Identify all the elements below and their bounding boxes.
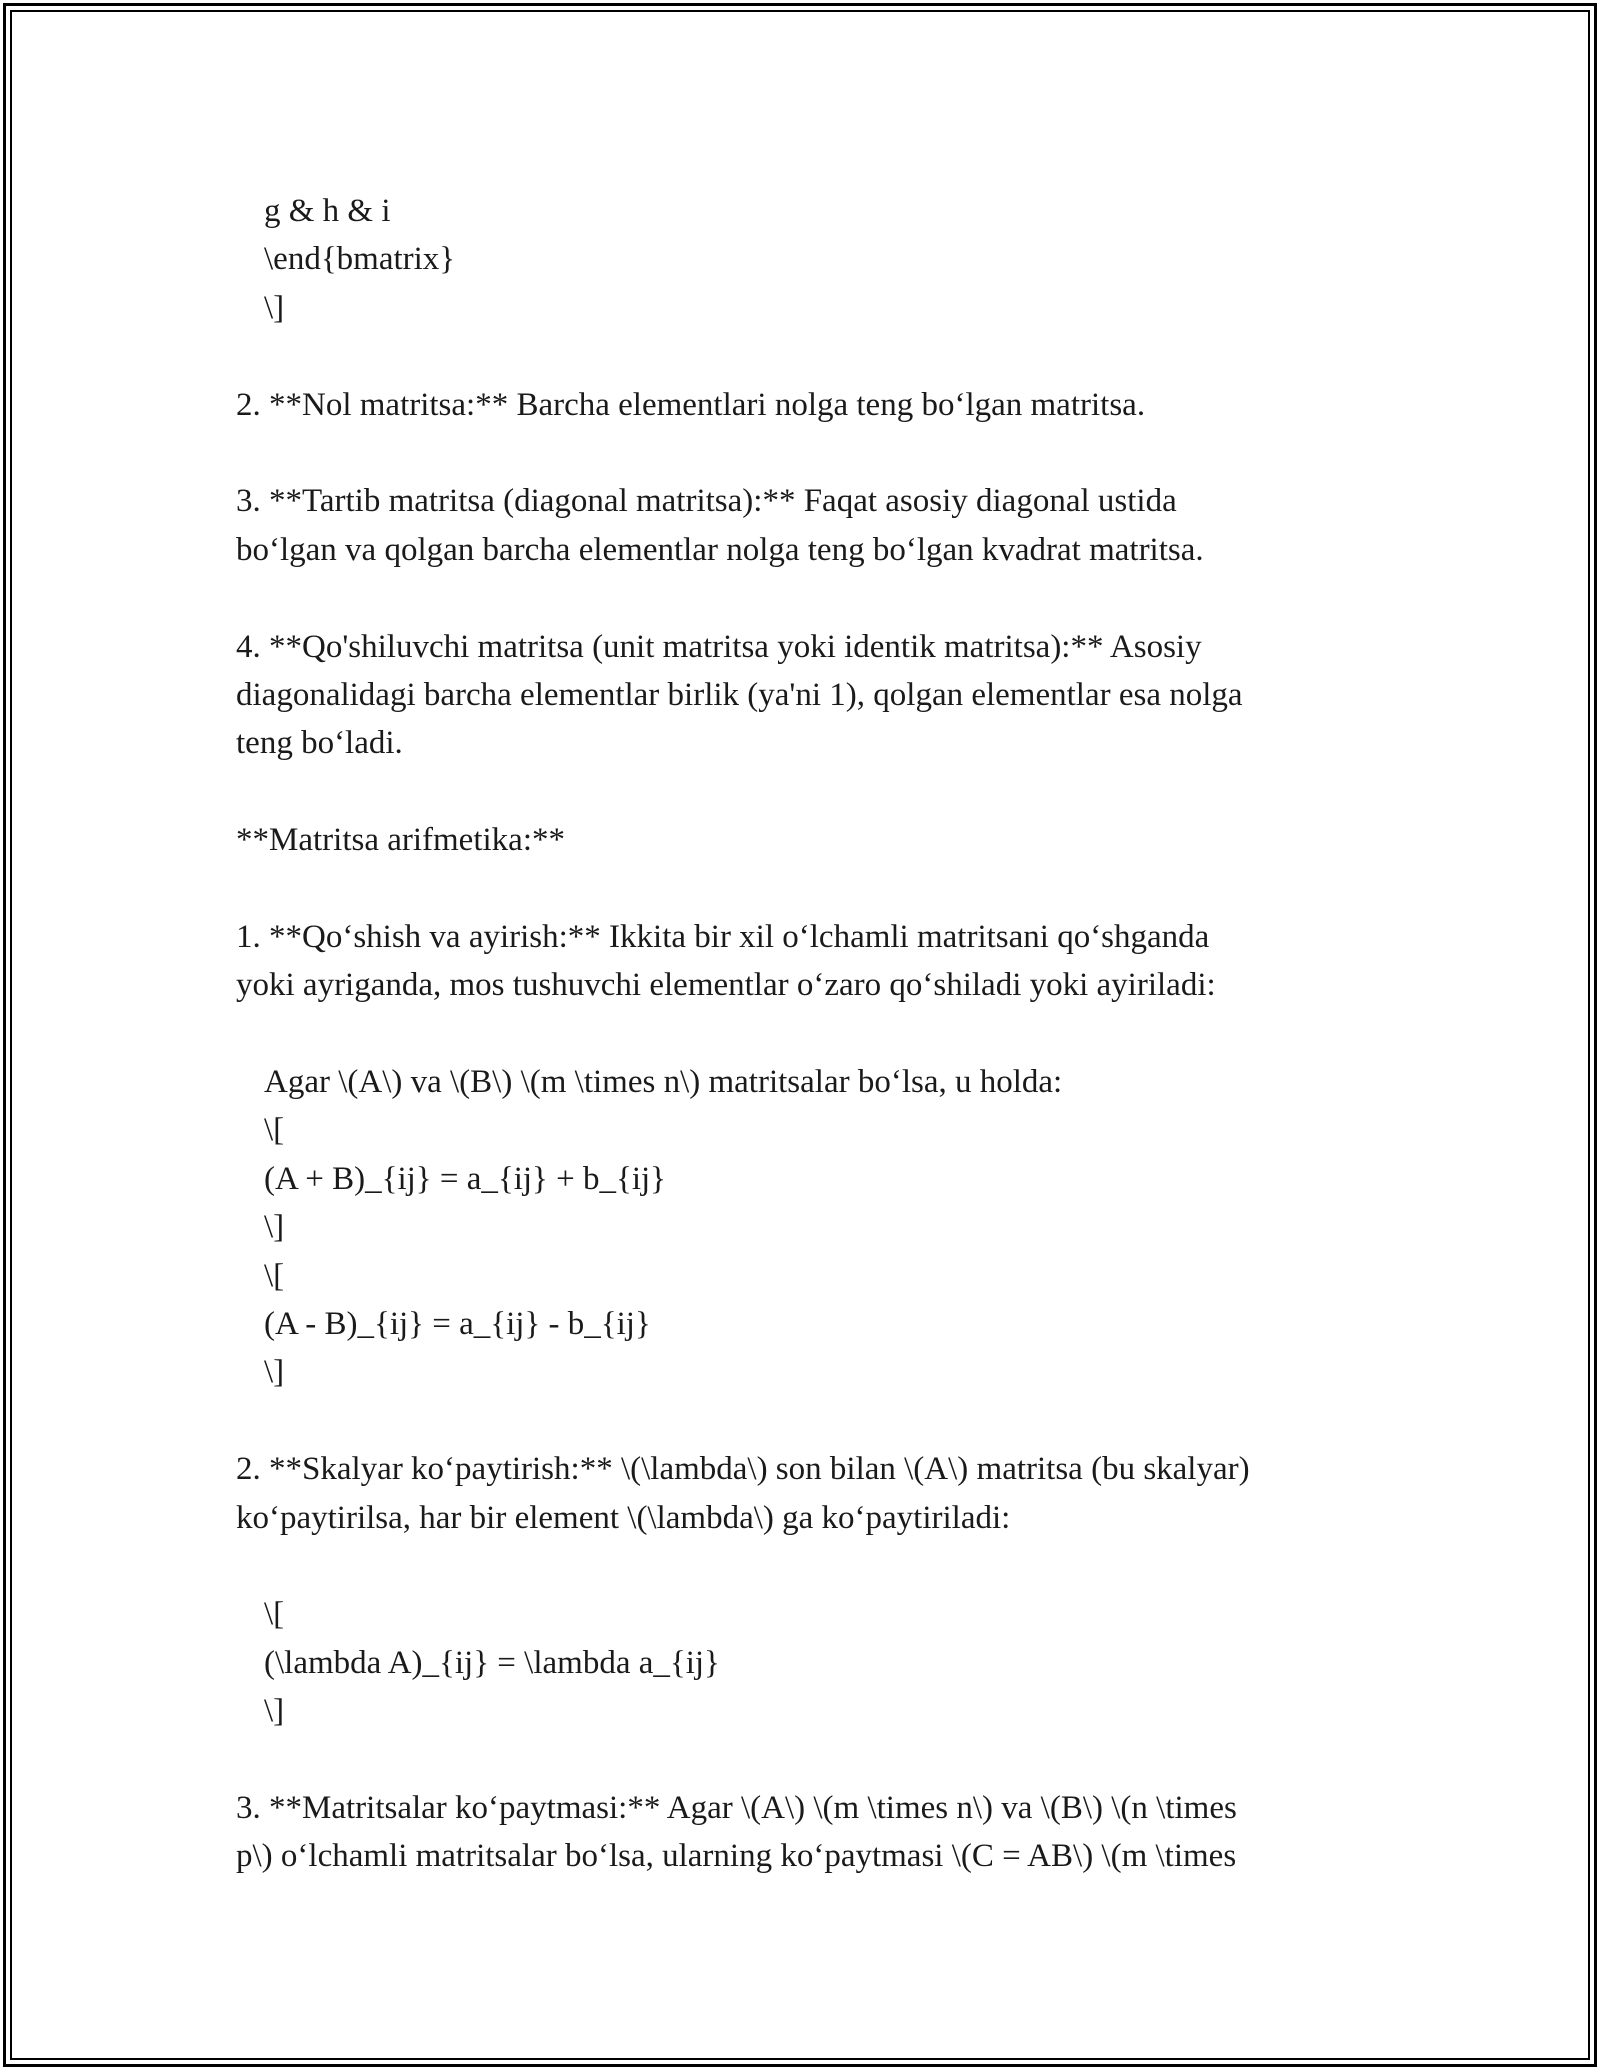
text-line: 3. **Tartib matritsa (diagonal matritsa):** Faqat asosiy diagonal ustida — [236, 483, 1177, 520]
text-line: 2. **Skalyar ko‘paytirish:** \(\lambda\) son bilan \(A\) matritsa (bu skalyar) — [236, 1451, 1250, 1488]
blank-line — [236, 1397, 1386, 1445]
text-line: g & h & i — [264, 193, 391, 229]
text-line: 2. **Nol matritsa:** Barcha elementlari nolga teng bo‘lgan matritsa. — [236, 386, 1146, 423]
blank-line — [236, 429, 1386, 477]
blank-line — [236, 1736, 1386, 1784]
text-line: (A + B)_{ij} = a_{ij} + b_{ij} — [264, 1160, 667, 1197]
text-line: Agar \(A\) va \(B\) \(m \times n\) matritsalar bo‘lsa, u holda: — [264, 1064, 1063, 1101]
text-line: \] — [264, 1693, 285, 1730]
text-line: 4. **Qo'shiluvchi matritsa (unit matritsa yoki identik matritsa):** Asosiy — [236, 628, 1202, 665]
blank-line — [236, 864, 1386, 912]
blank-line — [236, 768, 1386, 816]
text-line: \] — [264, 1354, 285, 1391]
text-line: \end{bmatrix} — [264, 241, 456, 278]
text-line: \[ — [264, 1257, 285, 1294]
blank-line — [236, 574, 1386, 622]
text-line: diagonalidagi barcha elementlar birlik (ya'ni 1), qolgan elementlar esa nolga — [236, 676, 1243, 713]
text-line: p\) o‘lchamli matritsalar bo‘lsa, ularning ko‘paytmasi \(C = AB\) \(m \times — [236, 1838, 1237, 1875]
text-line: **Matritsa arifmetika:** — [236, 822, 565, 859]
text-line: (A - B)_{ij} = a_{ij} - b_{ij} — [264, 1305, 651, 1342]
text-line: yoki ayriganda, mos tushuvchi elementlar o‘zaro qo‘shiladi yoki ayiriladi: — [236, 967, 1216, 1004]
blank-line — [236, 1010, 1386, 1058]
text-line: \] — [264, 289, 285, 326]
text-line: \] — [264, 1209, 285, 1246]
text-line: bo‘lgan va qolgan barcha elementlar nolga teng bo‘lgan kvadrat matritsa. — [236, 531, 1204, 568]
text-line: \[ — [264, 1112, 285, 1149]
blank-line — [236, 1542, 1386, 1590]
document-body — [236, 187, 1386, 1881]
text-line: teng bo‘ladi. — [236, 725, 403, 762]
text-line: \[ — [264, 1596, 285, 1633]
text-line: 3. **Matritsalar ko‘paytmasi:** Agar \(A\) \(m \times n\) va \(B\) \(n \times — [236, 1789, 1237, 1826]
text-line: (\lambda A)_{ij} = \lambda a_{ij} — [264, 1644, 720, 1681]
text-line: 1. **Qo‘shish va ayirish:** Ikkita bir xil o‘lchamli matritsani qo‘shganda — [236, 918, 1210, 955]
blank-line — [236, 332, 1386, 380]
text-line: ko‘paytirilsa, har bir element \(\lambda\) ga ko‘paytiriladi: — [236, 1499, 1011, 1536]
